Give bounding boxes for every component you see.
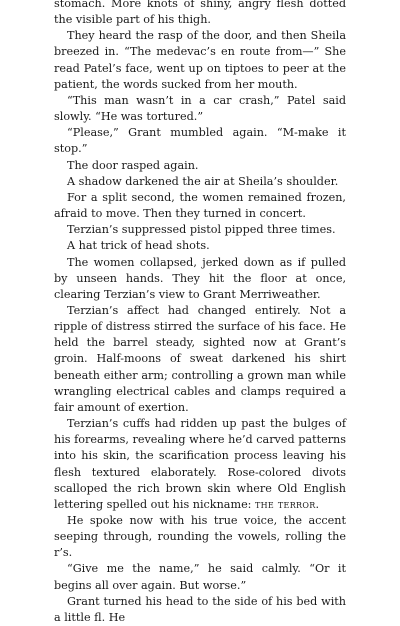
- paragraph: Grant turned his head to the side of his bed with a little fl. He: [54, 594, 346, 624]
- paragraph: A hat trick of head shots.: [67, 239, 210, 253]
- paragraph: The door rasped again.: [67, 158, 199, 172]
- paragraph-text: .: [315, 497, 320, 511]
- paragraph: “Please,” Grant mumbled again. “M-make it stop.”: [54, 126, 346, 156]
- paragraph: Terzian’s suppressed pistol pipped three times.: [67, 223, 336, 237]
- paragraph: “Give me the name,” he said calmly. “Or it begins all over again. But worse.”: [54, 562, 346, 592]
- paragraph: Terzian’s affect had changed entirely. Not a ripple of distress stirred the surface of his face. He held the barrel steady, sighted now at Grant’s groin. Half-moons of sweat darkened his shirt beneath either arm; controlling a grown man while wrangling electrical cables and clamps required a fair amount of exertion.: [54, 303, 346, 414]
- paragraph: They heard the rasp of the door, and then Sheila breezed in. “The medevac’s en route from—” She read Patel’s face, went up on tiptoes to peer at the patient, the words sucked from her mouth.: [54, 29, 346, 91]
- nickname-smallcaps: the terror: [255, 497, 316, 511]
- paragraph: For a split second, the women remained frozen, afraid to move. Then they turned in concert.: [54, 190, 346, 221]
- paragraph-text: Terzian’s cuffs had ridden up past the bulges of his forearms, revealing where he’d carved patterns into his skin, the scarification process leaving his flesh textured elaborately. Rose-colored divots scalloped the rich brown skin where Old English lettering spelled out his nickname:: [54, 417, 346, 511]
- paragraph: stomach. More knots of shiny, angry flesh dotted the visible part of his thigh.: [54, 0, 346, 27]
- paragraph: He spoke now with his true voice, the accent seeping through, rounding the vowels, rolling the r’s.: [54, 514, 346, 560]
- paragraph: A shadow darkened the air at Sheila’s shoulder.: [67, 174, 339, 188]
- page-body-text: [54, 0, 346, 626]
- paragraph: “This man wasn’t in a car crash,” Patel said slowly. “He was tortured.”: [54, 93, 346, 124]
- paragraph: [54, 416, 346, 513]
- paragraph: The women collapsed, jerked down as if pulled by unseen hands. They hit the floor at once, clearing Terzian’s view to Grant Merriweather.: [54, 255, 346, 301]
